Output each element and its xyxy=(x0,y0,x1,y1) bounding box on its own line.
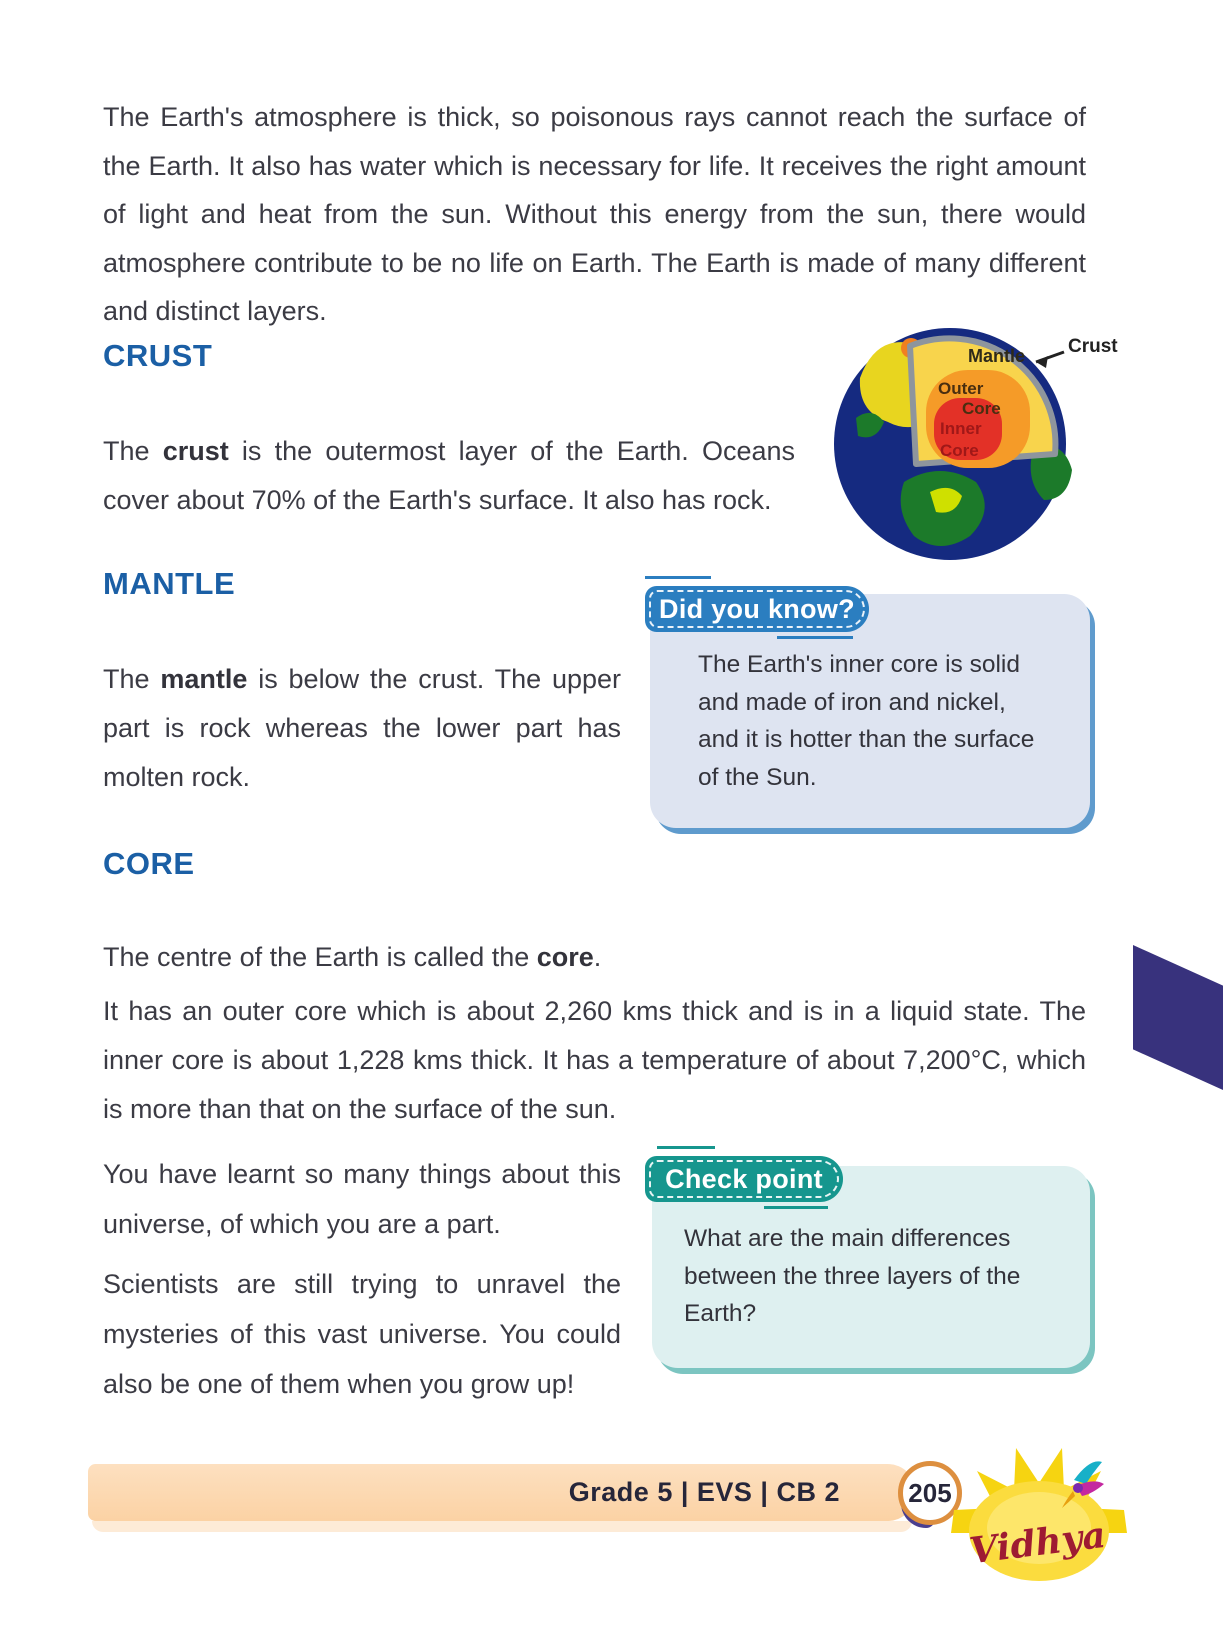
crust-heading: CRUST xyxy=(103,338,213,373)
bird-body xyxy=(1073,1483,1083,1493)
mantle-label: Mantle xyxy=(968,346,1026,366)
crust-label: Crust xyxy=(1068,336,1118,357)
mantle-paragraph xyxy=(103,655,621,802)
check-point-badge xyxy=(645,1156,843,1202)
logo-wordmark: Vidhya xyxy=(967,1513,1108,1573)
inner-core-label-line2: Core xyxy=(940,441,979,460)
inner-core-label-line1: Inner xyxy=(940,419,982,438)
closing-paragraph-1: You have learnt so many things about this universe, of which you are a part. xyxy=(103,1159,621,1239)
did-you-know-badge xyxy=(645,586,869,632)
did-you-know-deco-line-top xyxy=(645,576,711,579)
check-point-deco-line-bottom xyxy=(764,1206,828,1209)
core-rest: . xyxy=(593,942,602,972)
crust-arrow-head xyxy=(1036,356,1048,368)
footer-bar-underline xyxy=(92,1521,912,1532)
did-you-know-deco-line-bottom xyxy=(777,636,853,639)
page-corner-tab xyxy=(1133,945,1223,1090)
crust-rest: is the outermost layer of the Earth. Oceans cover about 70% of the Earth's surface. It also has rock. xyxy=(103,436,795,515)
crust-lead: The xyxy=(103,436,163,466)
core-heading: CORE xyxy=(103,846,195,881)
vidhya-sun-logo xyxy=(942,1428,1137,1593)
publisher-logo xyxy=(942,1428,1137,1593)
mantle-heading: MANTLE xyxy=(103,566,236,601)
did-you-know-badge-label: Did you know? xyxy=(659,593,855,624)
earth-layers-figure xyxy=(810,296,1125,571)
core-lead: The centre of the Earth is called the xyxy=(103,942,537,972)
intro-paragraph: The Earth's atmosphere is thick, so poisonous rays cannot reach the surface of the Earth. It also has water which is necessary for life. It receives the right amount of light and heat from the sun. Without this energy from the sun, there would atmosphere contribute to be no life on Earth. The Earth is made of many different and distinct layers. xyxy=(103,102,1086,326)
crust-keyword: crust xyxy=(162,436,229,466)
check-point-deco-line-top xyxy=(657,1146,715,1149)
mantle-rest: is below the crust. The upper part is rock whereas the lower part has molten rock. xyxy=(103,664,621,792)
outer-core-label-line1: Outer xyxy=(938,379,984,398)
check-point-text: What are the main differences between the three layers of the Earth? xyxy=(684,1225,1021,1327)
mantle-lead: The xyxy=(103,664,161,694)
earth-cutaway-illustration xyxy=(810,296,1125,571)
check-point-badge-label: Check point xyxy=(665,1163,823,1194)
core-keyword: core xyxy=(536,942,594,972)
mantle-keyword: mantle xyxy=(160,664,248,694)
did-you-know-text: The Earth's inner core is solid and made of iron and nickel, and it is hotter than the surface of the Sun. xyxy=(698,651,1035,791)
footer-breadcrumb: Grade 5 | EVS | CB 2 xyxy=(568,1477,840,1507)
footer-bar xyxy=(88,1464,916,1521)
closing-paragraph-2: Scientists are still trying to unravel the mysteries of this vast universe. You could also be one of them when you grow up! xyxy=(103,1269,621,1399)
page-number: 205 xyxy=(908,1477,952,1508)
core-definition xyxy=(103,933,1086,981)
outer-core-label-line2: Core xyxy=(962,399,1001,418)
core-paragraph: It has an outer core which is about 2,260 kms thick and is in a liquid state. The inner core is about 1,228 kms thick. It has a temperature of about 7,200°C, which is more than that on the surface of the sun. xyxy=(103,996,1086,1124)
crust-paragraph xyxy=(103,427,795,525)
